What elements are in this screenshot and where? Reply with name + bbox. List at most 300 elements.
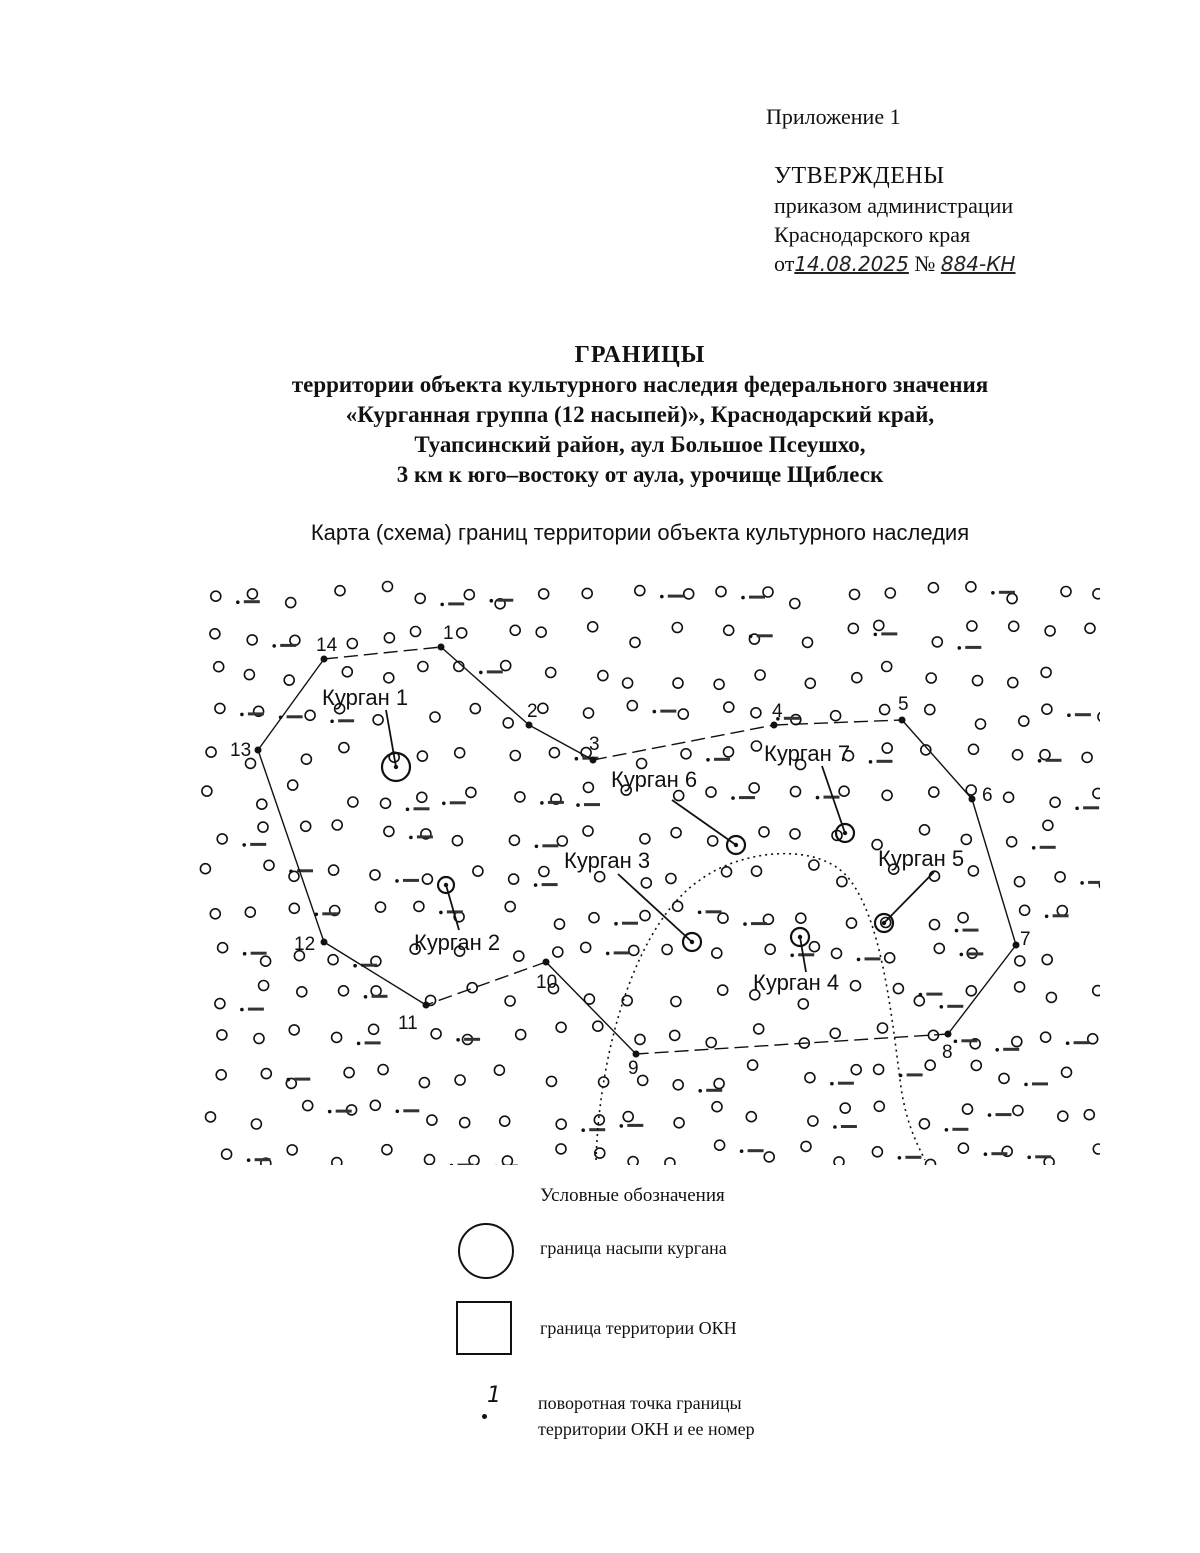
turning-point-10 (543, 959, 550, 966)
elevation-dot (406, 808, 410, 812)
terrain-marker (749, 783, 759, 793)
elevation-tag (248, 712, 264, 715)
terrain-marker (638, 1075, 648, 1085)
order-date: 14.08.2025 (794, 252, 909, 276)
terrain-marker (920, 825, 930, 835)
elevation-tag (365, 1041, 381, 1044)
terrain-marker (684, 589, 694, 599)
terrain-marker (673, 1080, 683, 1090)
elevation-tag (905, 1156, 921, 1159)
elevation-dot (1067, 713, 1071, 717)
terrain-marker (538, 703, 548, 713)
elevation-dot (247, 1158, 251, 1162)
turning-point-label: 5 (898, 694, 909, 715)
terrain-marker (555, 919, 565, 929)
turning-point-label: 2 (527, 701, 538, 722)
terrain-marker (808, 1116, 818, 1126)
terrain-marker (925, 705, 935, 715)
terrain-marker (885, 953, 895, 963)
terrain-marker (589, 913, 599, 923)
terrain-marker (968, 866, 978, 876)
mound-leader-line (884, 872, 934, 923)
terrain-marker (929, 787, 939, 797)
terrain-marker (629, 945, 639, 955)
elevation-tag (1046, 759, 1062, 762)
mound-label: Курган 4 (753, 970, 840, 995)
terrain-marker (718, 913, 728, 923)
terrain-marker (261, 1069, 271, 1079)
terrain-marker (384, 826, 394, 836)
terrain-marker (1043, 820, 1053, 830)
terrain-marker (215, 703, 225, 713)
approval-line-2: Краснодарского края (774, 222, 971, 247)
terrain-marker (934, 943, 944, 953)
elevation-tag (1040, 846, 1056, 849)
terrain-marker (623, 678, 633, 688)
terrain-marker (850, 589, 860, 599)
terrain-marker (371, 986, 381, 996)
elevation-dot (1075, 807, 1079, 811)
terrain-marker (553, 947, 563, 957)
terrain-marker (958, 913, 968, 923)
terrain-marker (215, 999, 225, 1009)
mounds-layer (322, 685, 964, 995)
terrain-marker (1045, 626, 1055, 636)
terrain-marker (801, 1141, 811, 1151)
elevation-dot (328, 1110, 332, 1114)
terrain-marker (840, 1103, 850, 1113)
elevation-dot (240, 713, 244, 717)
terrain-marker (1012, 1037, 1022, 1047)
terrain-marker (1062, 1067, 1072, 1077)
terrain-marker (831, 711, 841, 721)
terrain-marker (805, 678, 815, 688)
terrain-marker (414, 901, 424, 911)
terrain-marker (549, 748, 559, 758)
terrain-marker (1042, 704, 1052, 714)
elevation-tag (450, 801, 466, 804)
terrain-marker (852, 673, 862, 683)
terrain-marker (411, 627, 421, 637)
mound-leader-line (618, 874, 692, 942)
elevation-tag (584, 803, 600, 806)
terrain-marker (347, 639, 357, 649)
terrain-marker (930, 920, 940, 930)
elevation-tag (336, 1110, 352, 1113)
terrain-marker (383, 582, 393, 592)
terrain-marker (885, 588, 895, 598)
elevation-tag (1075, 713, 1091, 716)
terrain-marker (834, 1157, 844, 1165)
terrain-marker (712, 1102, 722, 1112)
terrain-marker (539, 867, 549, 877)
terrain-marker (301, 754, 311, 764)
terrain-marker (763, 587, 773, 597)
elevation-dot (955, 929, 959, 933)
terrain-marker (290, 635, 300, 645)
elevation-dot (749, 635, 753, 639)
turning-point-2 (526, 722, 533, 729)
terrain-marker (342, 667, 352, 677)
terrain-marker (640, 834, 650, 844)
terrain-marker (765, 944, 775, 954)
terrain-marker (790, 599, 800, 609)
elevation-tag (706, 910, 722, 913)
elevation-dot (988, 1113, 992, 1117)
terrain-marker (301, 821, 311, 831)
terrain-marker (662, 945, 672, 955)
turning-point-4 (771, 722, 778, 729)
terrain-marker (1009, 621, 1019, 631)
elevation-tag (838, 1082, 854, 1085)
elevation-tag (907, 1073, 923, 1076)
elevation-dot (242, 843, 246, 847)
terrain-marker (218, 943, 228, 953)
elevation-dot (240, 1008, 244, 1012)
elevation-dot (830, 1082, 834, 1086)
elevation-dot (450, 1164, 454, 1165)
map-caption: Карта (схема) границ территории объекта культурного наследия (310, 520, 970, 545)
terrain-marker (803, 637, 813, 647)
elevation-dot (442, 802, 446, 806)
terrain-marker (1041, 667, 1051, 677)
terrain-marker (832, 948, 842, 958)
terrain-marker (640, 911, 650, 921)
terrain-marker (332, 1158, 342, 1165)
elevation-tag (622, 922, 638, 925)
turning-point-label: 3 (589, 734, 600, 755)
terrain-marker (1040, 750, 1050, 760)
terrain-marker (210, 909, 220, 919)
terrain-marker (837, 877, 847, 887)
turning-point-14 (321, 656, 328, 663)
elevation-tag (1083, 806, 1099, 809)
elevation-dot (869, 760, 873, 764)
terrain-marker (329, 865, 339, 875)
terrain-marker (417, 792, 427, 802)
elevation-dot (1045, 915, 1049, 919)
elevation-dot (874, 633, 878, 637)
elevation-tag (614, 951, 630, 954)
elevation-tag (403, 1109, 419, 1112)
terrain-marker (210, 629, 220, 639)
turning-point-5 (899, 717, 906, 724)
elevation-dot (581, 1128, 585, 1132)
terrain-marker (874, 620, 884, 630)
terrain-marker (384, 673, 394, 683)
terrain-marker (928, 583, 938, 593)
terrain-marker (1098, 712, 1100, 722)
turning-point-label: 13 (230, 740, 252, 761)
elevation-tag (963, 929, 979, 932)
elevation-tag (841, 1125, 857, 1128)
title-line-4: 3 км к юго–востоку от аула, урочище Щиблеск (396, 462, 884, 487)
elevation-tag (952, 1128, 968, 1131)
elevation-dot (991, 591, 995, 595)
legend-territory-label: граница территории ОКН (540, 1318, 737, 1338)
boundary-segment-8-9 (636, 1034, 948, 1054)
terrain-marker (289, 1025, 299, 1035)
terrain-marker (1008, 678, 1018, 688)
elevation-dot (1080, 881, 1084, 885)
terrain-marker (303, 1101, 313, 1111)
elevation-tag (502, 1165, 518, 1166)
terrain-marker (752, 866, 762, 876)
elevation-dot (575, 757, 579, 761)
elevation-dot (1066, 1041, 1070, 1045)
terrain-marker (628, 1157, 638, 1165)
legend-point-label-2: территории ОКН и ее номер (538, 1419, 755, 1439)
elevation-tag (961, 1039, 977, 1042)
turning-point-label: 11 (398, 1013, 418, 1034)
elevation-tag (1035, 1155, 1051, 1158)
terrain-marker (419, 1078, 429, 1088)
terrain-marker (851, 981, 861, 991)
elevation-tag (414, 807, 430, 810)
elevation-dot (620, 1124, 624, 1128)
boundary-segment-13-14 (258, 659, 324, 750)
terrain-marker (926, 1159, 936, 1165)
turning-point-label: 4 (772, 701, 783, 722)
turning-point-label: 9 (628, 1058, 639, 1079)
terrain-marker (666, 874, 676, 884)
terrain-marker (764, 1152, 774, 1162)
terrain-marker (914, 996, 924, 1006)
turning-point-label: 7 (1020, 929, 1031, 950)
terrain-marker (714, 679, 724, 689)
terrain-marker (427, 1115, 437, 1125)
terrain-marker (1082, 752, 1092, 762)
order-number-prefix: № (914, 251, 936, 276)
legend-point-label-1: поворотная точка границы (538, 1393, 742, 1413)
terrain-marker (217, 834, 227, 844)
terrain-marker (503, 718, 513, 728)
terrain-marker (370, 1100, 380, 1110)
terrain-marker (378, 1065, 388, 1075)
terrain-marker (706, 1038, 716, 1048)
elevation-tag (372, 995, 388, 998)
elevation-dot (243, 952, 247, 956)
mound-center (798, 935, 802, 939)
terrain-marker (332, 820, 342, 830)
terrain-marker (547, 1076, 557, 1086)
terrain-marker (963, 1104, 973, 1114)
mound-center (882, 921, 886, 925)
elevation-dot (330, 720, 334, 724)
terrain-marker (332, 1032, 342, 1042)
terrain-marker (1093, 589, 1100, 599)
elevation-tag (865, 957, 881, 960)
terrain-marker (418, 662, 428, 672)
elevation-dot (614, 922, 618, 926)
terrain-marker (247, 635, 257, 645)
terrain-marker (671, 828, 681, 838)
mound-center (444, 883, 448, 887)
terrain-marker (422, 874, 432, 884)
terrain-marker (1085, 623, 1095, 633)
terrain-marker (206, 1112, 216, 1122)
terrain-marker (344, 1068, 354, 1078)
terrain-marker (748, 1060, 758, 1070)
terrain-marker (206, 747, 216, 757)
elevation-dot (272, 644, 276, 648)
terrain-marker (455, 748, 465, 758)
turning-point-3 (590, 757, 597, 764)
terrain-marker (708, 836, 718, 846)
legend-point-number: 1 (487, 1383, 501, 1408)
mound-label: Курган 6 (611, 767, 698, 792)
elevation-dot (439, 911, 443, 915)
terrain-marker (670, 1030, 680, 1040)
elevation-dots (236, 591, 1100, 1165)
terrain-marker (724, 747, 734, 757)
terrain-marker (369, 1024, 379, 1034)
terrain-marker (671, 997, 681, 1007)
turning-point-8 (945, 1031, 952, 1038)
title-line-2: «Курганная группа (12 насыпей)», Краснодарский край, (345, 402, 935, 427)
terrain-marker (505, 902, 515, 912)
terrain-marker (926, 673, 936, 683)
terrain-marker (466, 787, 476, 797)
elevation-tag (926, 993, 942, 996)
approval-line-1: приказом администрации (774, 193, 1014, 218)
elevation-tag (881, 632, 897, 635)
terrain-marker (515, 792, 525, 802)
elevation-tag (458, 1164, 474, 1165)
terrain-marker (494, 1065, 504, 1075)
terrain-marker (919, 1119, 929, 1129)
terrain-marker (583, 826, 593, 836)
terrain-marker (872, 1147, 882, 1157)
elevation-dot (984, 1152, 988, 1156)
terrain-marker (839, 786, 849, 796)
terrain-marker (539, 589, 549, 599)
terrain-marker (244, 670, 254, 680)
elevation-tag (1032, 1082, 1048, 1085)
elevation-tag (660, 710, 676, 713)
terrain-marker (1015, 982, 1025, 992)
terrain-marker (217, 1030, 227, 1040)
terrain-marker (455, 1075, 465, 1085)
mound-label: Курган 1 (322, 685, 409, 710)
elevation-tag (1088, 881, 1100, 884)
terrain-marker (848, 623, 858, 633)
terrain-marker (641, 878, 651, 888)
terrain-marker (746, 1112, 756, 1122)
terrain-marker (335, 586, 345, 596)
terrain-marker (556, 1022, 566, 1032)
elevation-tag (548, 801, 564, 804)
terrain-marker (501, 661, 511, 671)
terrain-marker (581, 942, 591, 952)
terrain-marker (510, 625, 520, 635)
elevation-dot (698, 911, 702, 915)
elevation-dot (816, 796, 820, 800)
terrain-marker (755, 670, 765, 680)
terrain-marker (467, 983, 477, 993)
elevation-tag (967, 952, 983, 955)
terrain-marker (796, 913, 806, 923)
terrain-marker (452, 836, 462, 846)
elevation-dot (660, 595, 664, 599)
terrain-marker (258, 822, 268, 832)
turning-point-6 (969, 796, 976, 803)
terrain-marker (790, 829, 800, 839)
mound-center (843, 831, 847, 835)
terrain-marker (556, 1119, 566, 1129)
terrain-marker (382, 1145, 392, 1155)
terrain-marker (925, 1060, 935, 1070)
elevation-dot (857, 958, 861, 962)
elevation-dot (289, 870, 293, 874)
boundary-segment-7-8 (948, 945, 1016, 1034)
elevation-tag (244, 600, 260, 603)
terrain-marker (284, 675, 294, 685)
terrain-marker (1050, 797, 1060, 807)
terrain-marker (706, 787, 716, 797)
elevation-dot (833, 1125, 837, 1129)
terrain-marker (216, 1070, 226, 1080)
terrain-marker (1020, 905, 1030, 915)
terrain-marker (417, 751, 427, 761)
elevation-tag (748, 1149, 764, 1152)
elevation-tag (798, 953, 814, 956)
order-number: 884-КН (940, 252, 1016, 276)
terrain-marker (200, 864, 210, 874)
elevation-tag (1053, 914, 1069, 917)
terrain-marker (672, 623, 682, 633)
terrain-marker (381, 798, 391, 808)
terrain-marker (714, 1079, 724, 1089)
elevation-dot (1032, 846, 1036, 850)
terrain-marker (202, 786, 212, 796)
terrain-marker (961, 834, 971, 844)
terrain-marker (261, 956, 271, 966)
elevation-dot (740, 1149, 744, 1153)
terrain-marker (712, 948, 722, 958)
elevation-dot (395, 879, 399, 883)
terrain-marker (514, 951, 524, 961)
terrain-marker (830, 1028, 840, 1038)
terrain-marker (967, 621, 977, 631)
terrain-marker (257, 799, 267, 809)
terrain-marker (595, 872, 605, 882)
terrain-marker (470, 704, 480, 714)
terrain-marker (623, 1112, 633, 1122)
elevation-dot (898, 1156, 902, 1160)
terrain-markers (200, 582, 1100, 1166)
terrain-marker (882, 743, 892, 753)
mound-center (734, 843, 738, 847)
elevation-dot (534, 883, 538, 887)
elevation-dot (576, 803, 580, 807)
turning-point-label: 8 (942, 1042, 953, 1063)
terrain-marker (635, 586, 645, 596)
mound-label: Курган 7 (764, 741, 851, 766)
terrain-marker (882, 662, 892, 672)
order-line (774, 249, 1015, 279)
terrain-marker (627, 701, 637, 711)
elevation-dot (919, 993, 923, 997)
legend-title: Условные обозначения (540, 1185, 725, 1206)
turning-point-label: 10 (536, 972, 558, 993)
terrain-marker (678, 709, 688, 719)
mound-leader-line (672, 800, 736, 845)
terrain-marker (370, 870, 380, 880)
elevation-tag (248, 1008, 264, 1011)
terrain-marker (502, 1156, 512, 1165)
terrain-marker (598, 671, 608, 681)
